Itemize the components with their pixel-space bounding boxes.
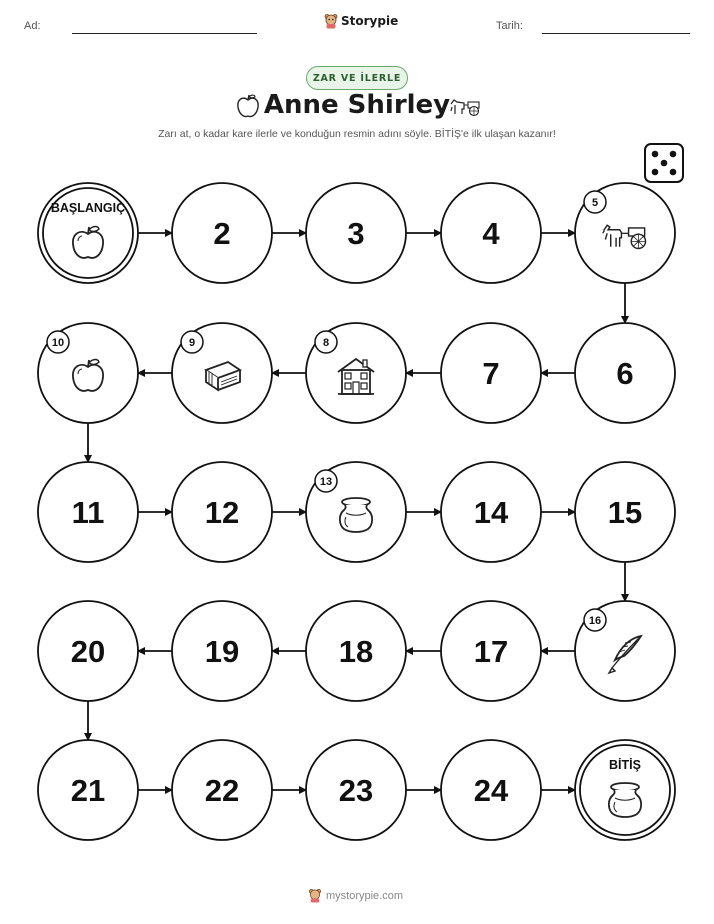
board-square[interactable]	[172, 462, 272, 562]
square-badge-number: 9	[188, 337, 196, 349]
square-number: 24	[473, 773, 509, 808]
bear-mascot-small-icon	[308, 888, 322, 903]
pot-icon	[340, 498, 372, 532]
game-type-pill: ZAR VE İLERLE	[306, 66, 408, 90]
square-number: 18	[338, 634, 374, 669]
square-number: 14	[473, 495, 509, 530]
square-number: 7	[482, 356, 500, 391]
square-badge-number: 5	[591, 197, 599, 209]
board-square[interactable]	[575, 183, 675, 283]
board-square[interactable]	[575, 323, 675, 423]
board-square[interactable]	[575, 462, 675, 562]
board-square[interactable]	[441, 462, 541, 562]
brand-name: Storypie	[341, 14, 399, 28]
board-square[interactable]	[306, 323, 406, 423]
square-badge-number: 10	[51, 337, 65, 349]
square-number: 20	[70, 634, 106, 669]
start-square[interactable]	[38, 183, 138, 283]
finish-square[interactable]	[575, 740, 675, 840]
board-square[interactable]	[172, 601, 272, 701]
board-square[interactable]	[172, 183, 272, 283]
footer-url: mystorypie.com	[326, 889, 404, 902]
square-number: 15	[607, 495, 643, 530]
board-square[interactable]	[306, 462, 406, 562]
board-square[interactable]	[306, 183, 406, 283]
board-square[interactable]	[441, 601, 541, 701]
square-badge-number: 8	[322, 337, 330, 349]
footer	[308, 888, 403, 903]
finish-label: BİTİŞ	[609, 758, 641, 772]
board-square[interactable]	[172, 740, 272, 840]
board-square[interactable]	[441, 323, 541, 423]
square-number: 22	[204, 773, 240, 808]
square-number: 23	[338, 773, 374, 808]
date-label: Tarih:	[496, 20, 523, 32]
board-square[interactable]	[172, 323, 272, 423]
square-number: 21	[70, 773, 106, 808]
instructions: Zarı at, o kadar kare ilerle ve konduğun resmin adını söyle. BİTİŞ'e ilk ulaşan kazanır!	[158, 128, 556, 140]
square-number: 17	[473, 634, 509, 669]
name-label: Ad:	[24, 20, 41, 32]
board-square[interactable]	[38, 323, 138, 423]
page-title: Anne Shirley	[263, 90, 451, 120]
square-number: 3	[347, 216, 365, 251]
board-square[interactable]	[38, 601, 138, 701]
pot-icon	[609, 783, 641, 817]
board-square[interactable]	[38, 462, 138, 562]
board-square[interactable]	[575, 601, 675, 701]
square-number: 2	[213, 216, 231, 251]
square-number: 12	[204, 495, 240, 530]
board-square[interactable]	[441, 183, 541, 283]
square-badge-number: 16	[588, 615, 602, 627]
square-number: 19	[204, 634, 240, 669]
board-square[interactable]	[306, 601, 406, 701]
square-number: 6	[616, 356, 634, 391]
square-badge-number: 13	[319, 476, 333, 488]
square-number: 4	[482, 216, 500, 251]
square-number: 11	[71, 495, 105, 530]
board-square[interactable]	[441, 740, 541, 840]
board-square[interactable]	[38, 740, 138, 840]
board-square[interactable]	[306, 740, 406, 840]
start-label: BAŞLANGIÇ	[50, 201, 126, 215]
